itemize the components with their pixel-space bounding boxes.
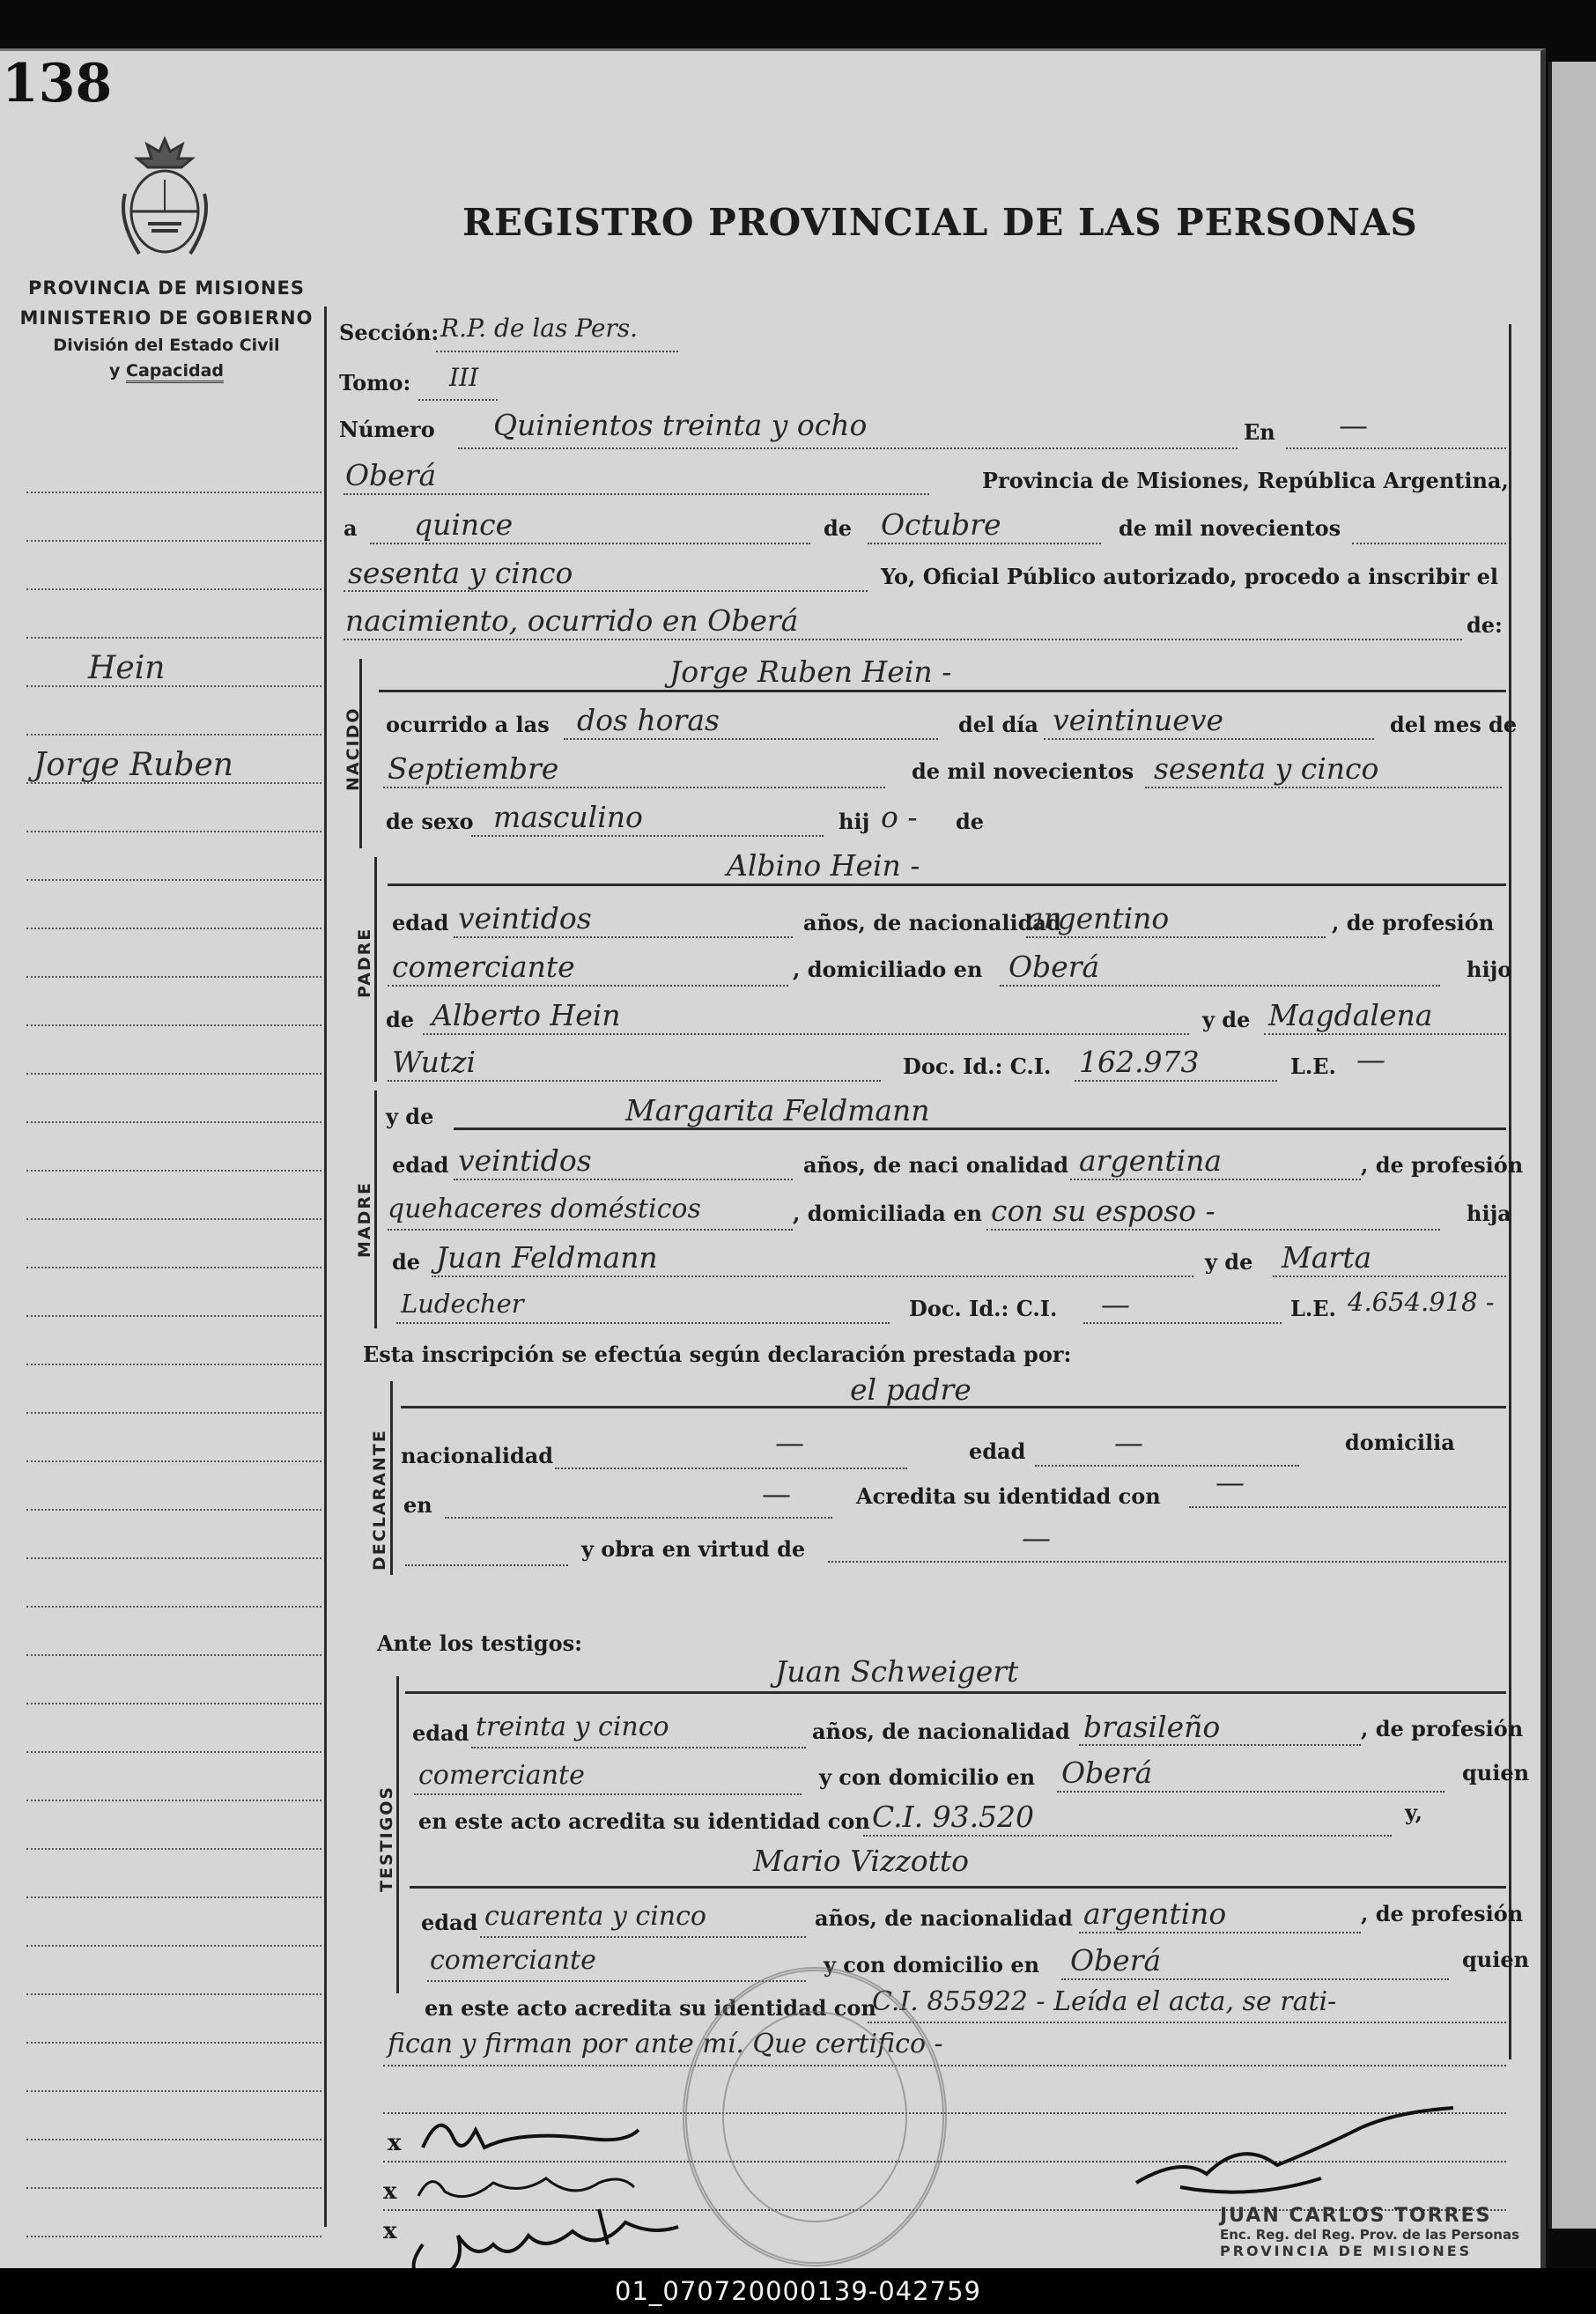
testigo1-nac-line [1079,1744,1361,1746]
official-stamp [683,1967,947,2266]
madre-dom-label: , domiciliada en [793,1201,982,1226]
mes-nacimiento-line [383,787,885,788]
padre-nacionalidad-line [1026,936,1326,938]
padre-madre-de-value: Magdalena [1268,998,1433,1032]
margin-ruled-line [26,1412,321,1414]
tomo-label: Tomo: [339,370,411,396]
de-label: de [824,515,853,541]
madre-madre-de-line [1273,1275,1506,1277]
lugar-line [344,493,929,495]
dia-value: quince [414,507,514,542]
en-line [1286,447,1506,449]
declarante-obra-value: — [1022,1520,1051,1555]
mil-novecientos-line [1352,543,1506,544]
declarante-nac-line [555,1468,907,1469]
padre-yde-label: y de [1202,1007,1251,1032]
testigos-section-label: TESTIGOS [377,1785,396,1892]
madre-doc-value: — [1101,1287,1130,1321]
testigos-intro: Ante los testigos: [377,1630,583,1656]
declarante-nac-label: nacionalidad [401,1443,554,1468]
declarante-section-bar [390,1381,393,1575]
margin-ruled-line [26,1896,321,1898]
padre-doc-line [1075,1080,1277,1082]
testigo2-acred-label: en este acto acredita su identidad con [425,1995,876,2021]
padre-profesion-line [388,985,788,987]
declarante-en-line [445,1517,832,1519]
testigo2-nac-value: argentino [1083,1896,1227,1931]
madre-domicilio-line [986,1229,1440,1231]
testigo1-nac-label: años, de nacionalidad [812,1719,1070,1744]
testigo1-nombre: Juan Schweigert [775,1654,1019,1689]
madre-edad-line [454,1179,793,1180]
issuing-department [12,273,321,384]
mes-nacimiento-value: Septiembre [388,751,559,786]
hora-line [564,738,938,740]
padre-de-label: de [386,1007,415,1032]
testigo1-dom-label: y con domicilio en [819,1764,1036,1790]
margin-ruled-line [26,1654,321,1656]
margin-ruled-line [26,1800,321,1801]
madre-yde-label: y de [386,1104,434,1129]
margin-divider [324,307,327,2227]
padre-edad-line [454,936,793,938]
padre-hijo-label: hijo [1467,957,1512,982]
padre-profesion-value: comerciante [392,950,575,984]
padre-nac-label: años, de nacionalidad [803,910,1061,935]
margin-ruled-line [26,976,321,978]
hora-value: dos horas [577,703,720,737]
testigo2-dom-value: Oberá [1070,1943,1162,1978]
testigo2-doc-line [868,2022,1506,2023]
signature-father [414,2103,643,2165]
margin-ruled-line [26,2139,321,2140]
padre-nacionalidad-value: argentino [1026,901,1170,935]
margin-ruled-line [26,1121,321,1123]
margin-ruled-line [26,637,321,639]
margin-ruled-line [26,1606,321,1608]
official-name-block [1220,2205,1519,2259]
declarante-acredita-line [1189,1506,1506,1508]
margin-surname: Hein [88,650,166,686]
padre-edad-label: edad [392,910,449,935]
margin-ruled-line [26,1751,321,1753]
signature-mark-3: x [383,2218,397,2244]
testigo1-edad-label: edad [412,1720,469,1746]
mil-label: de mil novecientos [912,758,1134,784]
anio-nacimiento-value: sesenta y cinco [1154,751,1379,786]
testigo1-edad-line [471,1747,806,1748]
madre-profesion-line [388,1229,793,1231]
madre-hija-label: hija [1467,1201,1511,1226]
margin-ruled-line [26,831,321,832]
declarante-obra-label: y obra en virtud de [581,1536,806,1562]
margin-ruled-line [26,2236,321,2237]
del-dia-label: del día [958,712,1038,737]
hij-de-label: de [956,809,985,834]
margin-ruled-line [26,2187,321,2189]
padre-le-value: — [1356,1042,1385,1076]
hecho-value: nacimiento, ocurrido en Oberá [345,603,799,638]
padre-domicilio-line [1000,985,1440,987]
padre-prof-label: , de profesión [1332,910,1495,935]
madre-edad-value: veintidos [458,1143,592,1178]
margin-ruled-line [26,1945,321,1947]
madre-yde2-label: y de [1205,1249,1253,1275]
folio-number: 138 [2,53,113,115]
declarante-acredita-value: — [1215,1465,1245,1499]
testigo1-dom-line [1057,1791,1445,1793]
madre-nombre-line [454,1127,1506,1130]
testigo2-edad-label: edad [421,1910,478,1935]
padre-doc-value: 162.973 [1079,1045,1200,1079]
padre-le-label: L.E. [1290,1053,1336,1079]
dia-line [370,543,810,544]
margin-ruled-line [26,1993,321,1995]
official-title: Enc. Reg. del Reg. Prov. de las Personas [1220,2227,1520,2243]
lugar-value: Oberá [345,458,437,492]
testigo1-prof-label: , de profesión [1361,1716,1524,1741]
margin-ruled-line [26,1073,321,1075]
madre-madre-de-value: Marta [1282,1240,1372,1275]
nacido-nombre: Jorge Ruben Hein - [669,654,952,689]
testigo2-prof-line [427,1980,806,1982]
padre-edad-value: veintidos [458,901,592,935]
hij-suffix: o - [881,800,918,834]
madre-section-label: MADRE [355,1181,374,1258]
testigo1-nombre-line [405,1691,1506,1694]
dept-province: PROVINCIA DE MISIONES [28,277,305,299]
madre-padre-de-value: Juan Feldmann [436,1240,658,1275]
testigo2-edad-value: cuarenta y cinco [484,1901,706,1932]
declarante-edad-value: — [1114,1425,1143,1460]
dept-capacidad: y Capacidad [12,359,321,384]
adjacent-page-edge [1548,62,1596,2229]
official-province: PROVINCIA DE MISIONES [1220,2243,1473,2259]
padre-nombre: Albino Hein - [727,848,920,883]
mil-novecientos-label: de mil novecientos [1119,515,1341,541]
hij-label: hij [839,809,870,834]
sexo-label: de sexo [386,809,474,834]
declarante-edad-label: edad [969,1438,1026,1464]
testigo1-dom-value: Oberá [1061,1756,1153,1790]
testigo1-prof-value: comerciante [418,1760,585,1791]
madre-prof-label: , de profesión [1361,1152,1524,1178]
nacido-nombre-line [379,690,1506,692]
margin-ruled-line [26,540,321,542]
madre-profesion-value: quehaceres domésticos [388,1194,701,1224]
testigo2-nombre-line [410,1886,1506,1889]
margin-ruled-line [26,2090,321,2092]
declarante-dom-label: domicilia [1345,1430,1455,1455]
madre-doc-line [1083,1322,1282,1324]
padre-section-label: PADRE [355,927,374,998]
en-value: — [1339,408,1368,442]
testigo1-doc-line [863,1835,1392,1837]
del-mes-label: del mes de [1390,712,1518,737]
madre-domicilio-value: con su esposo - [991,1194,1215,1228]
madre-padre-de-line [432,1275,1193,1277]
madre-section-bar [374,1090,377,1328]
cierre-text: fican y firman por ante mí. Que certifico - [388,2029,943,2059]
margin-ruled-line [26,879,321,881]
margin-ruled-line [26,1315,321,1317]
margin-ruled-line [26,1848,321,1850]
testigo2-nac-line [1079,1932,1361,1933]
anio-nacimiento-line [1145,787,1502,788]
margin-ruled-line [26,1364,321,1365]
signature-official [1127,2103,1462,2209]
testigo1-acred-label: en este acto acredita su identidad con [418,1808,870,1834]
page-title: REGISTRO PROVINCIAL DE LAS PERSONAS [462,201,1418,244]
padre-domicilio-value: Oberá [1009,950,1100,984]
testigo1-y-label: y, [1405,1800,1423,1825]
margin-ruled-line [26,1267,321,1268]
madre-madre-de-cont-line [396,1322,890,1324]
margin-ruled-line [26,2042,321,2044]
tomo-line [418,399,498,401]
dia-nacimiento-value: veintinueve [1053,703,1224,737]
dept-division: División del Estado Civil [53,336,280,355]
margin-ruled-line [26,1024,321,1026]
cierre-line [383,2065,1506,2066]
sexo-line [471,835,824,837]
margin-ruled-line [26,1218,321,1220]
madre-de-label: de [392,1249,421,1275]
declarante-intro: Esta inscripción se efectúa según declaración prestada por: [363,1342,1072,1367]
oficial-text: Yo, Oficial Público autorizado, procedo a inscribir el [881,564,1499,589]
madre-nombre: Margarita Feldmann [625,1093,930,1127]
madre-nacionalidad-value: argentina [1079,1143,1223,1178]
testigo1-doc-value: C.I. 93.520 [872,1800,1035,1834]
padre-padre-de-line [423,1033,1189,1035]
testigo1-nac-value: brasileño [1083,1710,1221,1744]
padre-doc-label: Doc. Id.: C.I. [903,1053,1052,1079]
hecho-line [344,639,1462,640]
madre-le-label: L.E. [1290,1296,1336,1321]
testigo2-prof-value: comerciante [430,1945,596,1976]
dia-nacimiento-line [1044,738,1374,740]
padre-padre-de-value: Alberto Hein [432,998,621,1032]
signature-witness-2 [396,2192,696,2268]
anio-line [344,590,868,592]
margin-ruled-line [26,588,321,590]
madre-nac-label: años, de naci onalidad [803,1152,1069,1178]
margin-ruled-line [26,1170,321,1172]
seccion-value: R.P. de las Pers. [440,314,639,343]
mes-line [868,543,1101,544]
declarante-en-label: en [403,1492,432,1518]
dept-ministry: MINISTERIO DE GOBIERNO [19,307,314,329]
testigo2-doc-value: C.I. 855922 - Leída el acta, se rati- [872,1986,1337,2017]
testigo1-quien-label: quien [1462,1760,1530,1785]
declarante-en-value: — [762,1476,791,1511]
margin-ruled-line [26,1557,321,1559]
padre-madre-de-cont: Wutzi [392,1045,477,1079]
tomo-value: III [449,363,479,392]
signature-mark-2: x [383,2178,397,2205]
margin-ruled-line [26,1703,321,1704]
testigo2-edad-line [480,1936,806,1938]
margin-ruled-line [26,492,321,493]
padre-nombre-line [388,883,1506,886]
madre-edad-label: edad [392,1152,449,1178]
testigo2-nac-label: años, de nacionalidad [815,1905,1073,1931]
a-label: a [344,515,358,541]
numero-line [458,447,1238,449]
declarante-nombre: el padre [850,1372,972,1407]
testigo2-nombre: Mario Vizzotto [753,1844,969,1878]
image-identifier: 01_070720000139-042759 [615,2276,981,2306]
declarante-edad-line [1035,1465,1299,1467]
en-label: En [1244,419,1275,445]
seccion-label: Sección: [339,320,440,345]
provincia-text: Provincia de Misiones, República Argentina, [982,468,1509,493]
declarante-section-label: DECLARANTE [370,1429,389,1571]
testigo2-quien-label: quien [1462,1947,1530,1972]
testigo1-prof-line [414,1793,802,1795]
testigos-section-bar [396,1676,399,1993]
nacido-section-label: NACIDO [344,706,363,791]
mes-value: Octubre [881,507,1001,542]
margin-ruled-line [26,685,321,687]
anio-value: sesenta y cinco [348,556,573,590]
margin-given-names: Jorge Ruben [33,747,233,783]
register-page [0,48,1546,2268]
margin-ruled-line [26,734,321,736]
form-right-border [1509,324,1511,2059]
padre-section-bar [374,857,377,1082]
declarante-nombre-line [401,1406,1506,1408]
testigo2-prof-label: , de profesión [1361,1901,1524,1926]
madre-le-value: 4.654.918 - [1348,1287,1495,1317]
numero-label: Número [339,417,435,442]
sexo-value: masculino [493,800,643,834]
madre-madre-de-cont: Ludecher [401,1289,524,1319]
signature-mark-1: x [388,2130,402,2156]
de-colon-label: de: [1467,612,1503,638]
testigo2-dom-label: y con domicilio en [824,1952,1040,1978]
margin-ruled-line [26,928,321,929]
coat-of-arms-icon [113,132,217,264]
padre-dom-label: , domiciliado en [793,957,983,982]
declarante-nac-value: — [775,1425,804,1460]
margin-ruled-line [26,1509,321,1511]
declarante-obra-line [828,1561,1506,1563]
declarante-acredita-label: Acredita su identidad con [856,1483,1161,1509]
madre-nacionalidad-line [1070,1179,1361,1180]
padre-madre-de-line [1264,1033,1506,1035]
madre-doc-label: Doc. Id.: C.I. [909,1296,1058,1321]
margin-ruled-line [26,1460,321,1462]
seccion-line [436,351,678,352]
testigo2-dom-line [1061,1978,1449,1980]
ocurrido-label: ocurrido a las [386,712,550,737]
numero-value: Quinientos treinta y ocho [493,408,868,442]
declarante-blank-line [405,1564,568,1566]
official-name: JUAN CARLOS TORRES [1220,2205,1492,2227]
padre-madre-de-cont-line [388,1080,881,1082]
testigo1-edad-value: treinta y cinco [476,1711,669,1742]
